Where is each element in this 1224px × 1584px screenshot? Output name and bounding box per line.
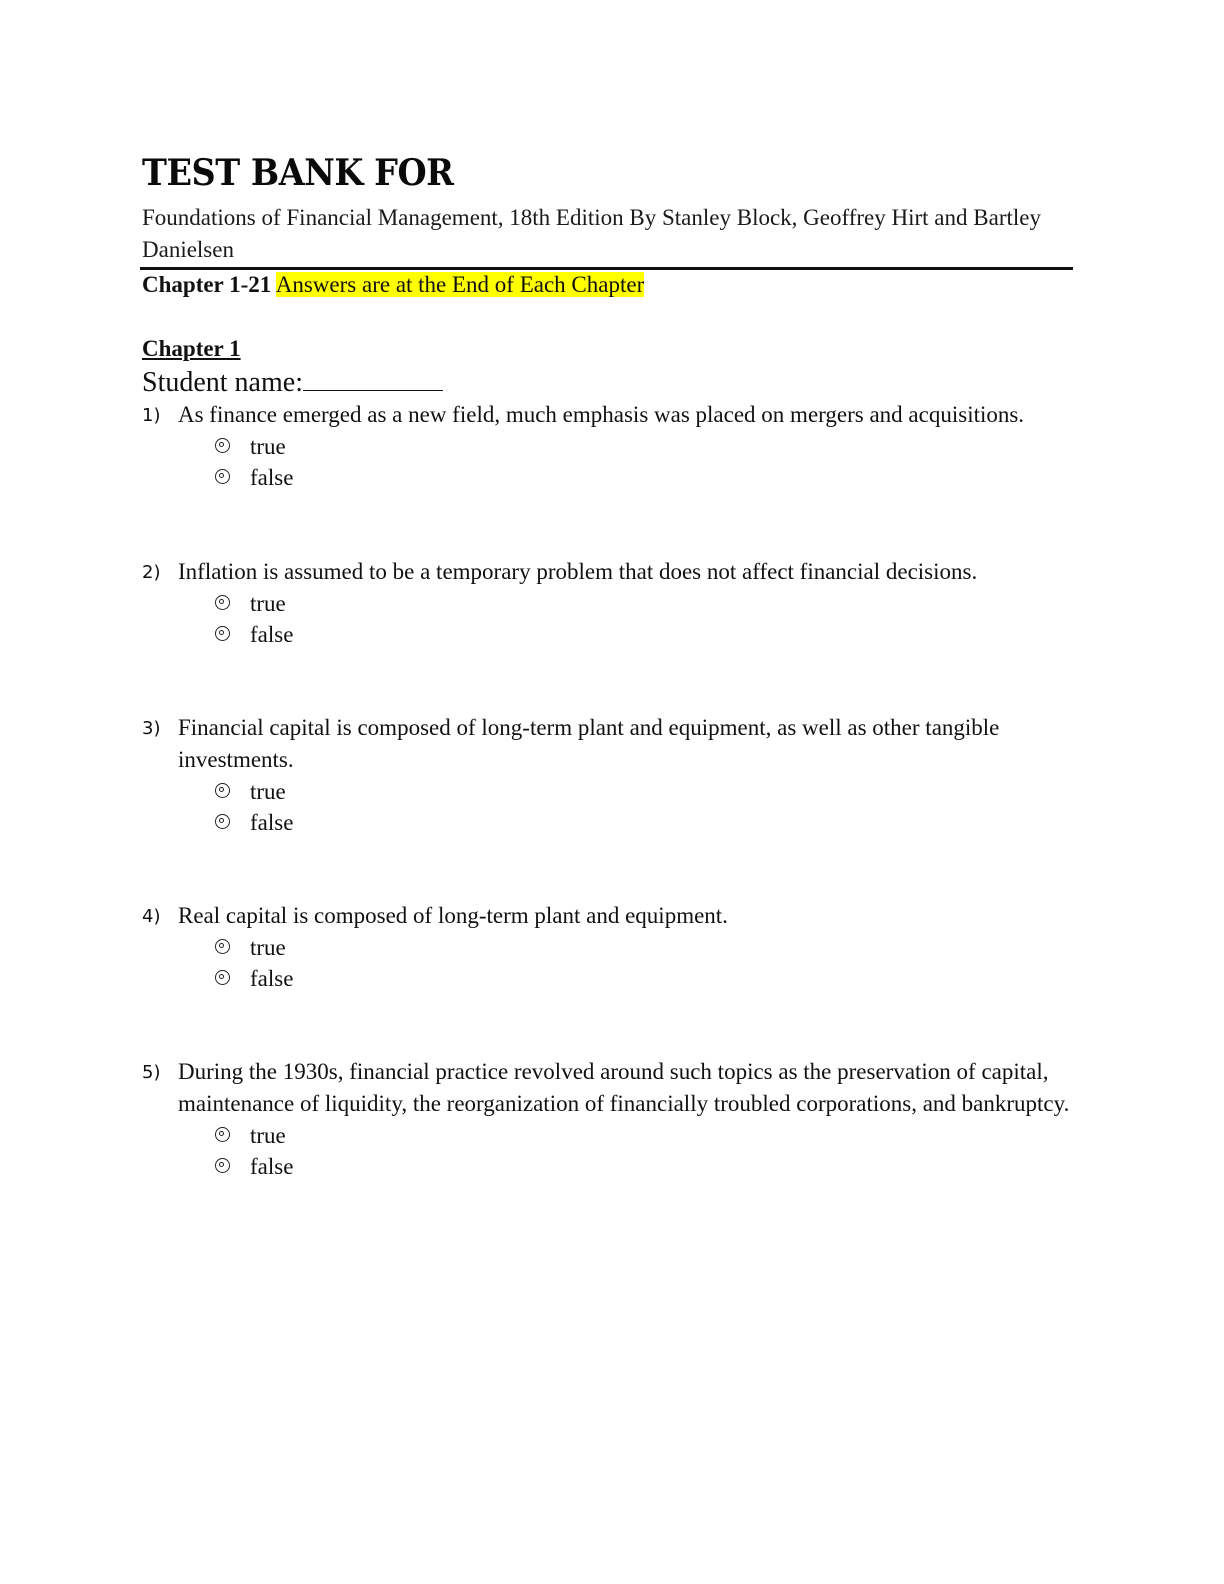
option-true[interactable] xyxy=(142,1120,1072,1151)
option-true[interactable] xyxy=(142,932,1072,963)
option-true[interactable] xyxy=(142,588,1072,619)
radio-icon[interactable] xyxy=(215,1127,230,1142)
radio-icon[interactable] xyxy=(215,783,230,798)
radio-icon[interactable] xyxy=(215,970,230,985)
radio-icon[interactable] xyxy=(215,814,230,829)
option-true[interactable] xyxy=(142,776,1072,807)
option-false[interactable] xyxy=(142,619,1072,650)
radio-icon[interactable] xyxy=(215,626,230,641)
book-subtitle: Foundations of Financial Management, 18th Edition By Stanley Block, Geoffrey Hirt and Bartley Danielsen xyxy=(142,205,1041,262)
option-label: false xyxy=(250,966,294,991)
radio-icon[interactable] xyxy=(215,939,230,954)
option-label: true xyxy=(250,1123,286,1148)
question-text: Real capital is composed of long-term plant and equipment. xyxy=(178,903,728,928)
question-4 xyxy=(142,900,1072,994)
question-3 xyxy=(142,712,1072,838)
question-5 xyxy=(142,1056,1072,1182)
option-false[interactable] xyxy=(142,462,1072,493)
question-number: 2) xyxy=(142,562,161,583)
radio-icon[interactable] xyxy=(215,595,230,610)
option-false[interactable] xyxy=(142,807,1072,838)
question-number: 4) xyxy=(142,906,161,927)
answers-note: Answers are at the End of Each Chapter xyxy=(275,272,645,297)
option-label: true xyxy=(250,591,286,616)
chapter-range-line xyxy=(142,270,644,300)
radio-icon[interactable] xyxy=(215,469,230,484)
option-label: false xyxy=(250,1154,294,1179)
question-number: 1) xyxy=(142,405,161,426)
question-number: 3) xyxy=(142,718,161,739)
question-1 xyxy=(142,399,1072,493)
option-true[interactable] xyxy=(142,431,1072,462)
question-text: As finance emerged as a new field, much emphasis was placed on mergers and acquisitions. xyxy=(178,402,1025,427)
option-false[interactable] xyxy=(142,1151,1072,1182)
question-text: During the 1930s, financial practice revolved around such topics as the preservation of capital, maintenance of liquidity, the reorganization of financially troubled corporations, and bankruptcy. xyxy=(178,1059,1070,1116)
option-label: true xyxy=(250,935,286,960)
option-false[interactable] xyxy=(142,963,1072,994)
question-text: Financial capital is composed of long-term plant and equipment, as well as other tangible investments. xyxy=(178,715,1000,772)
question-text: Inflation is assumed to be a temporary problem that does not affect financial decisions. xyxy=(178,559,978,584)
student-name-label: Student name: xyxy=(142,367,303,398)
question-number: 5) xyxy=(142,1062,161,1083)
document-title: TEST BANK FOR xyxy=(142,152,454,194)
option-label: false xyxy=(250,810,294,835)
chapter-heading: Chapter 1 xyxy=(142,336,241,361)
option-label: false xyxy=(250,465,294,490)
option-label: true xyxy=(250,434,286,459)
option-label: false xyxy=(250,622,294,647)
radio-icon[interactable] xyxy=(215,438,230,453)
option-label: true xyxy=(250,779,286,804)
student-name-line xyxy=(142,364,443,400)
chapter-range: Chapter 1-21 xyxy=(142,272,272,297)
student-name-blank[interactable] xyxy=(303,364,443,391)
question-2 xyxy=(142,556,1072,650)
radio-icon[interactable] xyxy=(215,1158,230,1173)
